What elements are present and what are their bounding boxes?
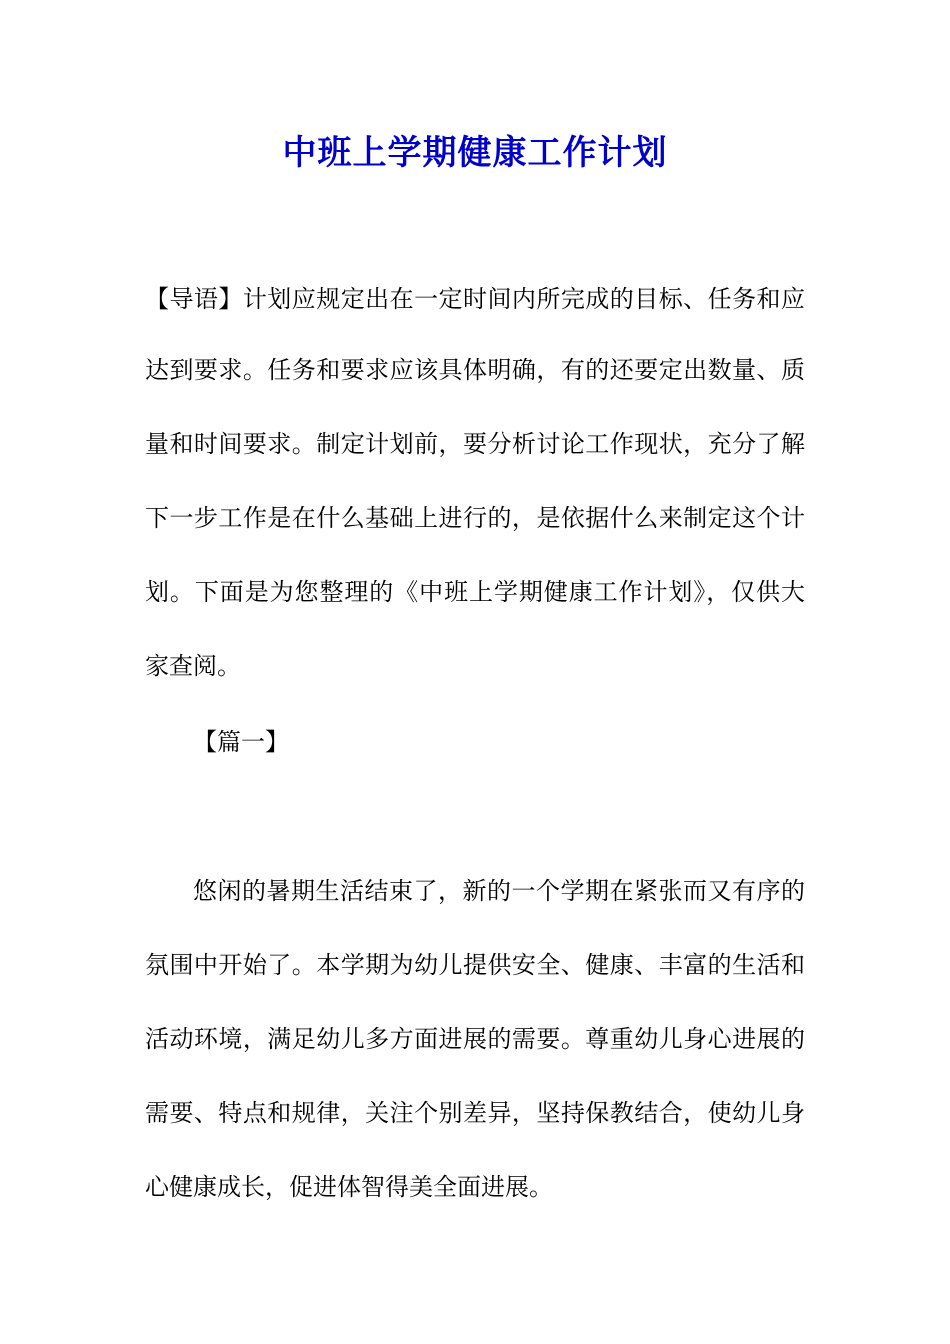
body-line: 需要、特点和规律，关注个别差异，坚持保教结合，使幼儿身	[145, 1099, 805, 1127]
intro-line: 【导语】计划应规定出在一定时间内所完成的目标、任务和应	[145, 285, 805, 313]
section-label: 【篇一】	[193, 728, 289, 756]
intro-line: 下一步工作是在什么基础上进行的，是依据什么来制定这个计	[145, 504, 805, 532]
body-line: 悠闲的暑期生活结束了，新的一个学期在紧张而又有序的	[193, 877, 805, 905]
intro-line: 家查阅。	[145, 652, 241, 680]
intro-line: 达到要求。任务和要求应该具体明确，有的还要定出数量、质	[145, 356, 805, 384]
intro-line: 量和时间要求。制定计划前，要分析讨论工作现状，充分了解	[145, 430, 805, 458]
document-title: 中班上学期健康工作计划	[282, 133, 668, 173]
intro-line: 划。下面是为您整理的《中班上学期健康工作计划》，仅供大	[145, 578, 805, 606]
body-line: 活动环境，满足幼儿多方面进展的需要。尊重幼儿身心进展的	[145, 1025, 805, 1053]
body-line: 心健康成长，促进体智得美全面进展。	[145, 1173, 553, 1201]
body-line: 氛围中开始了。本学期为幼儿提供安全、健康、丰富的生活和	[145, 951, 805, 979]
